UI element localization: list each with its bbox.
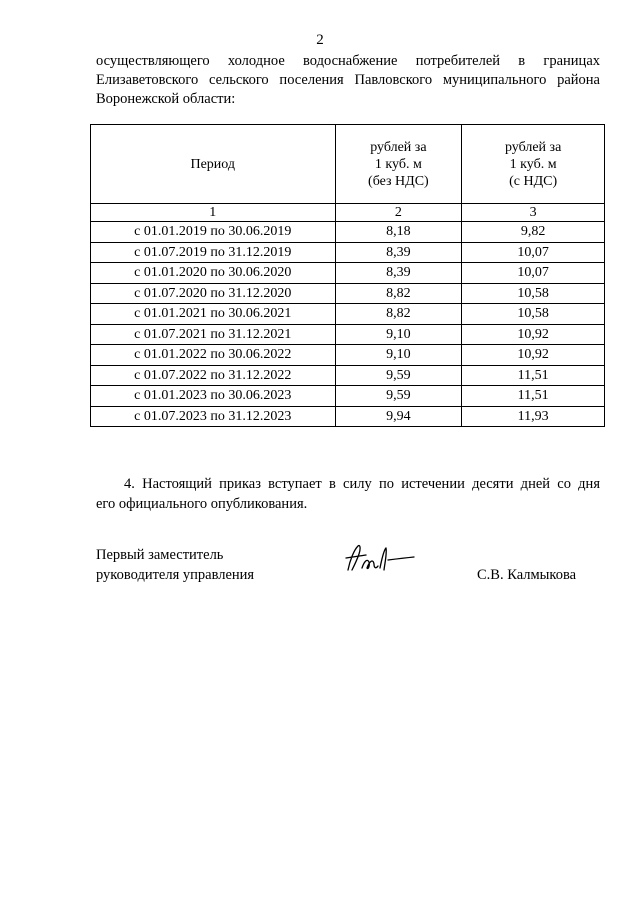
column-number: 1 [91, 204, 336, 222]
header-price-with-vat: рублей за 1 куб. м (с НДС) [462, 125, 605, 204]
price-no-vat-cell: 9,94 [335, 406, 462, 427]
price-with-vat-cell: 9,82 [462, 222, 605, 243]
period-cell: с 01.07.2021 по 31.12.2021 [91, 324, 336, 345]
intro-line: Елизаветовского сельского поселения Павловского муниципального района [96, 72, 600, 88]
intro-line: Воронежской области: [96, 91, 236, 107]
price-no-vat-cell: 9,10 [335, 345, 462, 366]
price-with-vat-cell: 11,51 [462, 365, 605, 386]
table-row [91, 365, 605, 386]
column-number: 2 [335, 204, 462, 222]
table-row [91, 222, 605, 243]
signer-title-line: руководителя управления [96, 567, 255, 583]
price-with-vat-cell: 10,58 [462, 283, 605, 304]
price-with-vat-cell: 10,58 [462, 304, 605, 325]
period-cell: с 01.01.2019 по 30.06.2019 [91, 222, 336, 243]
column-number-row [91, 204, 605, 222]
clause-paragraph [96, 474, 600, 514]
column-number: 3 [462, 204, 605, 222]
intro-paragraph [96, 52, 600, 109]
table-row [91, 406, 605, 427]
price-with-vat-cell: 10,92 [462, 324, 605, 345]
period-cell: с 01.01.2020 по 30.06.2020 [91, 263, 336, 284]
price-no-vat-cell: 9,10 [335, 324, 462, 345]
period-cell: с 01.01.2022 по 30.06.2022 [91, 345, 336, 366]
price-no-vat-cell: 8,18 [335, 222, 462, 243]
table-row [91, 283, 605, 304]
signer-name: С.В. Калмыкова [477, 567, 577, 583]
price-no-vat-cell: 8,82 [335, 283, 462, 304]
tariff-table [90, 124, 605, 427]
intro-line: осуществляющего холодное водоснабжение потребителей в границах [96, 53, 600, 69]
period-cell: с 01.07.2023 по 31.12.2023 [91, 406, 336, 427]
table-row [91, 324, 605, 345]
period-cell: с 01.01.2023 по 30.06.2023 [91, 386, 336, 407]
price-with-vat-cell: 10,07 [462, 263, 605, 284]
period-cell: с 01.07.2019 по 31.12.2019 [91, 242, 336, 263]
period-cell: с 01.01.2021 по 30.06.2021 [91, 304, 336, 325]
header-period: Период [91, 125, 336, 204]
table-row [91, 242, 605, 263]
header-price-no-vat: рублей за 1 куб. м (без НДС) [335, 125, 462, 204]
price-no-vat-cell: 8,82 [335, 304, 462, 325]
price-no-vat-cell: 8,39 [335, 242, 462, 263]
price-no-vat-cell: 9,59 [335, 365, 462, 386]
table-row [91, 386, 605, 407]
price-with-vat-cell: 11,93 [462, 406, 605, 427]
price-with-vat-cell: 11,51 [462, 386, 605, 407]
signer-title-line: Первый заместитель [96, 547, 224, 563]
clause-line: его официального опубликования. [96, 496, 308, 512]
price-with-vat-cell: 10,07 [462, 242, 605, 263]
period-cell: с 01.07.2020 по 31.12.2020 [91, 283, 336, 304]
table-row [91, 345, 605, 366]
price-no-vat-cell: 9,59 [335, 386, 462, 407]
price-no-vat-cell: 8,39 [335, 263, 462, 284]
table-row [91, 263, 605, 284]
period-cell: с 01.07.2022 по 31.12.2022 [91, 365, 336, 386]
handwritten-signature [340, 540, 420, 580]
page-number: 2 [316, 32, 324, 48]
table-row [91, 304, 605, 325]
price-with-vat-cell: 10,92 [462, 345, 605, 366]
table-header-row [91, 125, 605, 204]
clause-line: 4. Настоящий приказ вступает в силу по истечении десяти дней со дня [124, 476, 600, 492]
signer-title [96, 545, 254, 585]
